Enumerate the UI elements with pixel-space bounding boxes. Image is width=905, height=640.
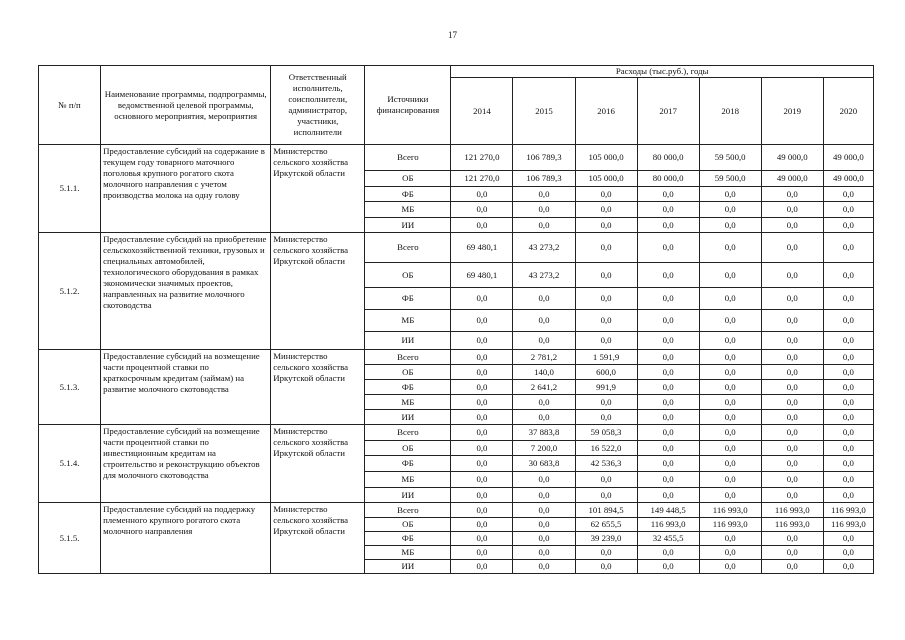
item-name: Предоставление субсидий на содержание в текущем году товарного маточного поголовья крупного рогатого скота молочного направления с учетом производства молока на одну голову	[101, 145, 271, 233]
expense-value: 2 641,2	[513, 380, 575, 395]
item-responsible: Министерство сельского хозяйства Иркутской области	[271, 350, 365, 425]
expense-value: 0,0	[451, 560, 513, 574]
table-row	[39, 350, 874, 365]
expense-value: 0,0	[699, 456, 761, 472]
financing-table	[38, 65, 874, 574]
funding-source: МБ	[365, 310, 451, 332]
expense-value: 0,0	[451, 410, 513, 425]
funding-source: МБ	[365, 395, 451, 410]
expense-value: 0,0	[513, 288, 575, 310]
funding-source: Всего	[365, 425, 451, 441]
expense-value: 0,0	[823, 546, 873, 560]
table-row	[39, 145, 874, 171]
expense-value: 121 270,0	[451, 171, 513, 187]
expense-value: 0,0	[699, 472, 761, 488]
item-responsible: Министерство сельского хозяйства Иркутской области	[271, 425, 365, 503]
expense-value: 0,0	[513, 560, 575, 574]
expense-value: 0,0	[823, 395, 873, 410]
expense-value: 59 500,0	[699, 145, 761, 171]
expense-value: 0,0	[699, 488, 761, 503]
expense-value: 0,0	[823, 233, 873, 263]
expense-value: 0,0	[761, 202, 823, 218]
expense-value: 0,0	[761, 488, 823, 503]
expense-value: 0,0	[575, 202, 637, 218]
expense-value: 0,0	[823, 350, 873, 365]
expense-value: 0,0	[699, 218, 761, 233]
expense-value: 0,0	[823, 472, 873, 488]
expense-value: 0,0	[699, 365, 761, 380]
expense-value: 0,0	[761, 233, 823, 263]
expense-value: 0,0	[513, 503, 575, 518]
expense-value: 0,0	[699, 288, 761, 310]
expense-value: 0,0	[451, 380, 513, 395]
expense-value: 0,0	[761, 187, 823, 202]
expense-value: 49 000,0	[761, 145, 823, 171]
expense-value: 0,0	[761, 218, 823, 233]
expense-value: 0,0	[575, 488, 637, 503]
expense-value: 0,0	[761, 532, 823, 546]
header-year: 2020	[823, 78, 873, 145]
expense-value: 0,0	[451, 518, 513, 532]
expense-value: 0,0	[575, 288, 637, 310]
expense-value: 0,0	[451, 425, 513, 441]
expense-value: 7 200,0	[513, 441, 575, 456]
expense-value: 0,0	[761, 472, 823, 488]
expense-value: 0,0	[513, 202, 575, 218]
funding-source: ИИ	[365, 560, 451, 574]
expense-value: 116 993,0	[761, 518, 823, 532]
expense-value: 62 655,5	[575, 518, 637, 532]
expense-value: 0,0	[637, 332, 699, 350]
expense-value: 0,0	[823, 288, 873, 310]
expense-value: 101 894,5	[575, 503, 637, 518]
expense-value: 0,0	[699, 263, 761, 288]
expense-value: 121 270,0	[451, 145, 513, 171]
header-responsible: Ответственный исполнитель, соисполнители, администратор, участники, исполнители	[271, 66, 365, 145]
expense-value: 0,0	[513, 488, 575, 503]
expense-value: 0,0	[637, 350, 699, 365]
expense-value: 0,0	[451, 472, 513, 488]
expense-value: 0,0	[637, 263, 699, 288]
expense-value: 0,0	[637, 365, 699, 380]
expense-value: 0,0	[575, 263, 637, 288]
expense-value: 0,0	[699, 332, 761, 350]
expense-value: 106 789,3	[513, 171, 575, 187]
item-number: 5.1.4.	[39, 425, 101, 503]
funding-source: Всего	[365, 233, 451, 263]
expense-value: 49 000,0	[761, 171, 823, 187]
expense-value: 49 000,0	[823, 171, 873, 187]
expense-value: 0,0	[637, 488, 699, 503]
expense-value: 0,0	[637, 546, 699, 560]
expense-value: 0,0	[761, 410, 823, 425]
funding-source: ОБ	[365, 365, 451, 380]
expense-value: 0,0	[761, 263, 823, 288]
expense-value: 0,0	[575, 410, 637, 425]
expense-value: 149 448,5	[637, 503, 699, 518]
header-year: 2014	[451, 78, 513, 145]
expense-value: 0,0	[451, 503, 513, 518]
expense-value: 49 000,0	[823, 145, 873, 171]
expense-value: 69 480,1	[451, 263, 513, 288]
expense-value: 0,0	[451, 202, 513, 218]
expense-value: 116 993,0	[823, 518, 873, 532]
expense-value: 106 789,3	[513, 145, 575, 171]
header-name: Наименование программы, подпрограммы, ведомственной целевой программы, основного мероприятия, мероприятия	[101, 66, 271, 145]
expense-value: 0,0	[451, 456, 513, 472]
expense-value: 0,0	[761, 395, 823, 410]
item-name: Предоставление субсидий на возмещение части процентной ставки по краткосрочным кредитам (займам) на развитие молочного скотоводства	[101, 350, 271, 425]
item-responsible: Министерство сельского хозяйства Иркутской области	[271, 233, 365, 350]
expense-value: 0,0	[761, 310, 823, 332]
expense-value: 0,0	[823, 310, 873, 332]
expense-value: 0,0	[513, 532, 575, 546]
expense-value: 600,0	[575, 365, 637, 380]
expense-value: 0,0	[699, 410, 761, 425]
expense-value: 0,0	[699, 560, 761, 574]
item-name: Предоставление субсидий на поддержку племенного крупного рогатого скота молочного направления	[101, 503, 271, 574]
expense-value: 0,0	[823, 532, 873, 546]
expense-value: 0,0	[451, 332, 513, 350]
header-year: 2018	[699, 78, 761, 145]
expense-value: 0,0	[637, 310, 699, 332]
expense-value: 0,0	[823, 380, 873, 395]
expense-value: 0,0	[761, 560, 823, 574]
expense-value: 0,0	[575, 187, 637, 202]
expense-value: 116 993,0	[637, 518, 699, 532]
expense-value: 0,0	[761, 288, 823, 310]
header-expenses: Расходы (тыс.руб.), годы	[451, 66, 874, 78]
funding-source: ФБ	[365, 456, 451, 472]
expense-value: 0,0	[513, 218, 575, 233]
expense-value: 0,0	[575, 472, 637, 488]
expense-value: 116 993,0	[699, 518, 761, 532]
item-name: Предоставление субсидий на приобретение сельскохозяйственной техники, грузовых и специальных автомобилей, технологического оборудования в рамках экономически значимых проектов, направленных на развитие молочного скотоводства	[101, 233, 271, 350]
expense-value: 30 683,8	[513, 456, 575, 472]
expense-value: 0,0	[699, 441, 761, 456]
item-responsible: Министерство сельского хозяйства Иркутской области	[271, 145, 365, 233]
expense-value: 0,0	[761, 425, 823, 441]
table-row	[39, 503, 874, 518]
expense-value: 116 993,0	[699, 503, 761, 518]
header-year: 2015	[513, 78, 575, 145]
expense-value: 0,0	[513, 546, 575, 560]
expense-value: 0,0	[451, 288, 513, 310]
expense-value: 0,0	[823, 441, 873, 456]
funding-source: ИИ	[365, 332, 451, 350]
expense-value: 0,0	[513, 310, 575, 332]
expense-value: 0,0	[451, 488, 513, 503]
expense-value: 80 000,0	[637, 171, 699, 187]
expense-value: 0,0	[575, 546, 637, 560]
header-year: 2019	[761, 78, 823, 145]
expense-value: 105 000,0	[575, 171, 637, 187]
expense-value: 59 058,3	[575, 425, 637, 441]
expense-value: 0,0	[513, 518, 575, 532]
header-year: 2016	[575, 78, 637, 145]
expense-value: 0,0	[823, 202, 873, 218]
expense-value: 0,0	[699, 187, 761, 202]
funding-source: МБ	[365, 546, 451, 560]
expense-value: 0,0	[451, 365, 513, 380]
expense-value: 0,0	[823, 332, 873, 350]
item-number: 5.1.3.	[39, 350, 101, 425]
expense-value: 0,0	[451, 395, 513, 410]
expense-value: 0,0	[575, 332, 637, 350]
expense-value: 16 522,0	[575, 441, 637, 456]
funding-source: Всего	[365, 145, 451, 171]
expense-value: 0,0	[699, 233, 761, 263]
expense-value: 0,0	[823, 218, 873, 233]
funding-source: ОБ	[365, 171, 451, 187]
table-body	[39, 145, 874, 574]
expense-value: 0,0	[451, 187, 513, 202]
funding-source: ИИ	[365, 410, 451, 425]
expense-value: 0,0	[761, 380, 823, 395]
expense-value: 0,0	[637, 472, 699, 488]
expense-value: 0,0	[513, 332, 575, 350]
expense-value: 43 273,2	[513, 263, 575, 288]
expense-value: 0,0	[761, 441, 823, 456]
expense-value: 0,0	[575, 233, 637, 263]
expense-value: 0,0	[637, 456, 699, 472]
expense-value: 0,0	[513, 410, 575, 425]
expense-value: 0,0	[761, 350, 823, 365]
expense-value: 0,0	[761, 365, 823, 380]
item-responsible: Министерство сельского хозяйства Иркутской области	[271, 503, 365, 574]
expense-value: 116 993,0	[823, 503, 873, 518]
item-number: 5.1.1.	[39, 145, 101, 233]
expense-value: 69 480,1	[451, 233, 513, 263]
expense-value: 0,0	[637, 425, 699, 441]
expense-value: 37 883,8	[513, 425, 575, 441]
table-row	[39, 425, 874, 441]
expense-value: 0,0	[637, 395, 699, 410]
funding-source: ФБ	[365, 187, 451, 202]
expense-value: 0,0	[637, 202, 699, 218]
funding-source: Всего	[365, 350, 451, 365]
header-num: № п/п	[39, 66, 101, 145]
funding-source: ФБ	[365, 288, 451, 310]
expense-value: 39 239,0	[575, 532, 637, 546]
expense-value: 0,0	[637, 380, 699, 395]
expense-value: 0,0	[451, 532, 513, 546]
expense-value: 0,0	[637, 560, 699, 574]
expense-value: 0,0	[575, 218, 637, 233]
expense-value: 0,0	[575, 395, 637, 410]
expense-value: 0,0	[451, 350, 513, 365]
funding-source: ОБ	[365, 263, 451, 288]
table-row	[39, 233, 874, 263]
expense-value: 1 591,9	[575, 350, 637, 365]
expense-value: 0,0	[823, 456, 873, 472]
item-number: 5.1.2.	[39, 233, 101, 350]
expense-value: 0,0	[451, 441, 513, 456]
expense-value: 0,0	[699, 425, 761, 441]
expense-value: 105 000,0	[575, 145, 637, 171]
funding-source: МБ	[365, 202, 451, 218]
funding-source: ФБ	[365, 532, 451, 546]
expense-value: 0,0	[637, 233, 699, 263]
expense-value: 0,0	[761, 456, 823, 472]
expense-value: 0,0	[823, 410, 873, 425]
expense-value: 0,0	[761, 546, 823, 560]
expense-value: 80 000,0	[637, 145, 699, 171]
expense-value: 991,9	[575, 380, 637, 395]
funding-source: ИИ	[365, 488, 451, 503]
expense-value: 0,0	[823, 365, 873, 380]
expense-value: 0,0	[823, 488, 873, 503]
expense-value: 0,0	[761, 332, 823, 350]
expense-value: 0,0	[575, 560, 637, 574]
expense-value: 0,0	[699, 532, 761, 546]
expense-value: 116 993,0	[761, 503, 823, 518]
funding-source: МБ	[365, 472, 451, 488]
expense-value: 0,0	[451, 546, 513, 560]
expense-value: 140,0	[513, 365, 575, 380]
expense-value: 43 273,2	[513, 233, 575, 263]
expense-value: 0,0	[513, 395, 575, 410]
funding-source: ИИ	[365, 218, 451, 233]
expense-value: 0,0	[637, 288, 699, 310]
expense-value: 0,0	[823, 560, 873, 574]
expense-value: 0,0	[699, 310, 761, 332]
item-name: Предоставление субсидий на возмещение части процентной ставки по инвестиционным кредитам на строительство и реконструкцию объектов для молочного скотоводства	[101, 425, 271, 503]
expense-value: 0,0	[699, 395, 761, 410]
expense-value: 0,0	[699, 350, 761, 365]
item-number: 5.1.5.	[39, 503, 101, 574]
funding-source: Всего	[365, 503, 451, 518]
expense-value: 0,0	[637, 187, 699, 202]
funding-source: ФБ	[365, 380, 451, 395]
expense-value: 0,0	[637, 441, 699, 456]
page-number: 17	[448, 30, 457, 40]
expense-value: 0,0	[513, 472, 575, 488]
expense-value: 32 455,5	[637, 532, 699, 546]
expense-value: 0,0	[823, 187, 873, 202]
expense-value: 0,0	[823, 425, 873, 441]
expense-value: 0,0	[823, 263, 873, 288]
expense-value: 0,0	[451, 218, 513, 233]
expense-value: 0,0	[637, 218, 699, 233]
expense-value: 59 500,0	[699, 171, 761, 187]
expense-value: 0,0	[699, 380, 761, 395]
funding-source: ОБ	[365, 518, 451, 532]
expense-value: 2 781,2	[513, 350, 575, 365]
expense-value: 0,0	[513, 187, 575, 202]
expense-value: 42 536,3	[575, 456, 637, 472]
expense-value: 0,0	[575, 310, 637, 332]
expense-value: 0,0	[451, 310, 513, 332]
expense-value: 0,0	[637, 410, 699, 425]
expense-value: 0,0	[699, 546, 761, 560]
funding-source: ОБ	[365, 441, 451, 456]
expense-value: 0,0	[699, 202, 761, 218]
header-source: Источники финансирования	[365, 66, 451, 145]
header-year: 2017	[637, 78, 699, 145]
